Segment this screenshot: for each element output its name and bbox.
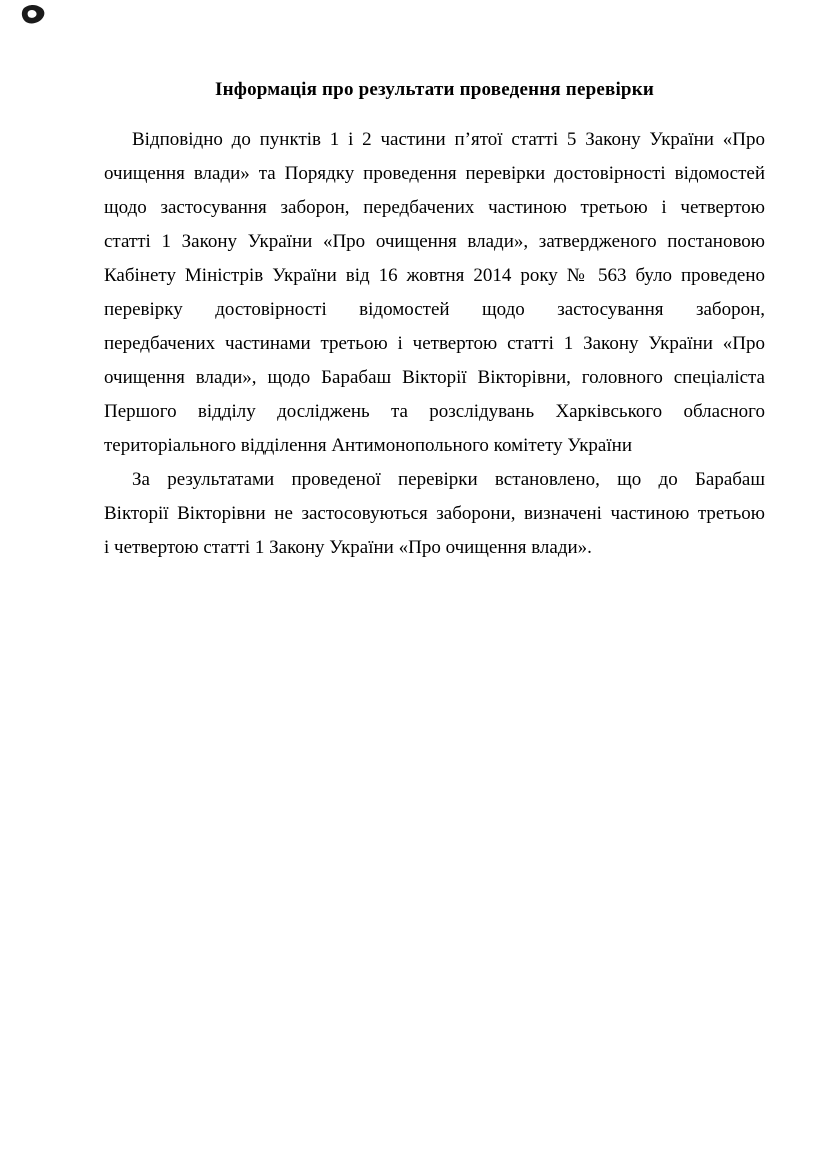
paragraph-conclusion <box>104 463 765 565</box>
corner-scan-artifact <box>19 4 49 28</box>
text-line: За результатами проведеної перевірки встановлено, що до Барабаш <box>132 469 765 490</box>
text-line: перевірку достовірності відомостей щодо застосування заборон, <box>104 299 765 320</box>
text-line: щодо застосування заборон, передбачених частиною третьою і четвертою <box>104 197 765 218</box>
corner-scan-artifact-shape <box>22 5 45 24</box>
paragraph-legal-basis <box>104 123 765 463</box>
document-body <box>104 73 765 565</box>
text-line: Першого відділу досліджень та розслідувань Харківського обласного <box>104 401 765 422</box>
text-line: територіального відділення Антимонопольного комітету України <box>104 435 632 456</box>
text-line: статті 1 Закону України «Про очищення влади», затвердженого постановою <box>104 231 765 252</box>
text-line: Відповідно до пунктів 1 і 2 частини п’ятої статті 5 Закону України «Про <box>132 129 765 150</box>
document-title: Інформація про результати проведення перевірки <box>215 79 654 100</box>
text-line: передбачених частинами третьою і четвертою статті 1 Закону України «Про <box>104 333 765 354</box>
text-line: Кабінету Міністрів України від 16 жовтня 2014 року № 563 було проведено <box>104 265 765 286</box>
text-line: очищення влади», щодо Барабаш Вікторії Вікторівни, головного спеціаліста <box>104 367 765 388</box>
text-line: і четвертою статті 1 Закону України «Про очищення влади». <box>104 537 592 558</box>
text-line: Вікторії Вікторівни не застосовуються заборони, визначені частиною третьою <box>104 503 765 524</box>
text-line: очищення влади» та Порядку проведення перевірки достовірності відомостей <box>104 163 765 184</box>
